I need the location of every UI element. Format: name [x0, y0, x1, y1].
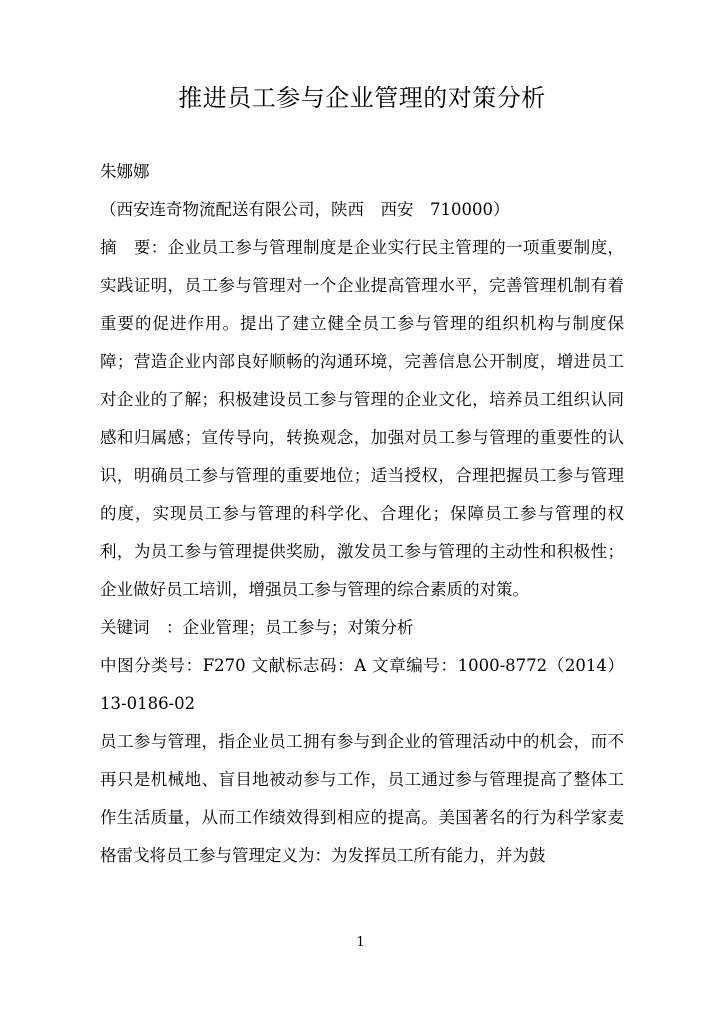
author-affiliation: （西安连奇物流配送有限公司，陕西 西安 710000）	[100, 200, 510, 219]
keywords-text: 关键词 ：企业管理；员工参与；对策分析	[100, 618, 414, 637]
page-content	[100, 0, 624, 875]
body-paragraph: 员工参与管理，指企业员工拥有参与到企业的管理活动中的机会，而不再只是机械地、盲目地被动参与工作，员工通过参与管理提高了整体工作生活质量，从而工作绩效得到相应的提高。美国著名的行为科学家麦格雷戈将员工参与管理定义为：为发挥员工所有能力，并为鼓	[100, 732, 624, 865]
abstract-text: 摘 要：企业员工参与管理制度是企业实行民主管理的一项重要制度，实践证明，员工参与管理对一个企业提高管理水平，完善管理机制有着重要的促进作用。提出了建立健全员工参与管理的组织机构与制度保障；营造企业内部良好顺畅的沟通环境，完善信息公开制度，增进员工对企业的了解；积极建设员工参与管理的企业文化，培养员工组织认同感和归属感；宣传导向，转换观念，加强对员工参与管理的重要性的认识，明确员工参与管理的重要地位；适当授权，合理把握员工参与管理的度，实现员工参与管理的科学化、合理化；保障员工参与管理的权利，为员工参与管理提供奖励，激发员工参与管理的主动性和积极性；企业做好员工培训，增强员工参与管理的综合素质的对策。	[100, 238, 624, 599]
author-name: 朱娜娜	[100, 162, 150, 181]
page-title: 推进员工参与企业管理的对策分析	[178, 84, 546, 112]
page-number: 1	[356, 935, 365, 950]
classification-identifiers: 中图分类号：F270 文献标志码：A 文章编号：1000-8772（2014）13-0186-02	[100, 656, 624, 713]
